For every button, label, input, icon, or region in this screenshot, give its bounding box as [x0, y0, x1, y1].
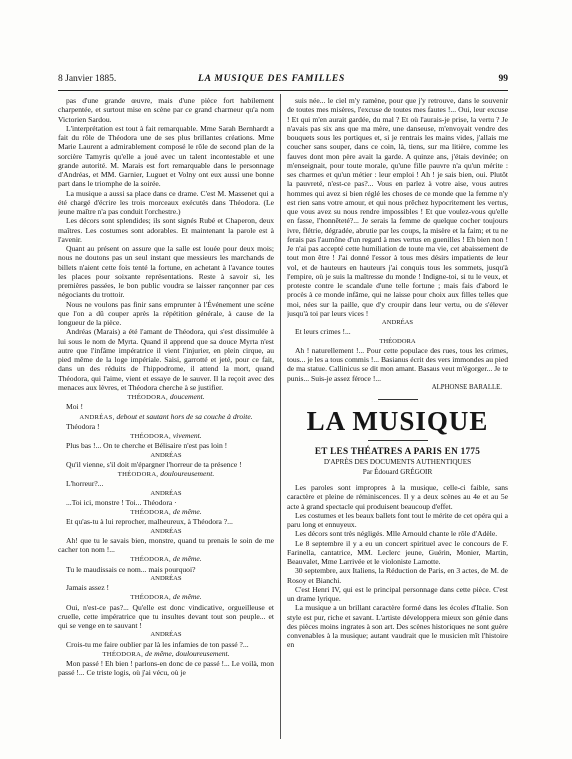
dialogue-line: Crois-tu me faire oublier par là les infamies de ton passé ?... — [66, 639, 249, 649]
speaker-label: ANDRÉAS — [150, 631, 182, 639]
paragraph: Les décors sont très négligés. Mlle Arnould chante le rôle d'Adèle. — [295, 529, 498, 539]
header-date: 8 Janvier 1885. — [58, 74, 117, 84]
paragraph: Quant au présent on assure que la salle est louée pour deux mois; nous ne doutons pas un seul instant que messieurs les marchands de billets n'aient cette fois tenté la fortune, en achetant à l'avance toutes les places pour soixante représentations. Reste à savoir si, les premières passées, le bon public voudra se laisser rançonner par ces négociants du trottoir. — [58, 244, 274, 300]
paragraph: Le 8 septembre il y a eu un concert spirituel avec le concours de F. Farinella, cantatrice, MM. Leclerc jeune, Guérin, Monier, Martin, Beauvalet, Mme Larrivée et le violoniste Lamotte. — [287, 538, 508, 566]
stage-cue — [58, 392, 274, 402]
stage-cue — [58, 649, 274, 659]
stage-direction: debout et sautant hors de sa couche à droite. — [116, 411, 253, 421]
stage-cue — [58, 431, 274, 441]
stage-cue — [58, 507, 274, 517]
paragraph: 30 septembre, aux Italiens, la Réduction de Paris, en 3 actes, de M. de Rosoy et Bianchi. — [287, 566, 508, 585]
article-body — [287, 483, 508, 650]
stage-cue — [58, 412, 274, 422]
article-heading — [287, 406, 508, 477]
stage-direction: douloureusement. — [160, 469, 215, 478]
paragraph: Andréas (Marais) a été l'amant de Théodora, qui s'est dissimulée à lui sous le nom de Myrta. Quand il apprend que sa douce Myrta n'est autre que l'infâme impératrice il vient l'injurier, en plein cirque, au pied même de la loge impériale. Saisi, garrotté et jeté, pour ce fait, dans un des réduits de l'hippodrome, il attend la mort, quand Théodora, qui l'aime, vient et essaye de le sauver. Il la reçoit avec des menaces aux lèvres, et Théodora cherche à se justifier. — [58, 327, 274, 392]
stage-direction: doucement. — [169, 392, 205, 401]
dialogue-line: Mon passé ! Eh bien ! parlons-en donc de ce passé !... Le voilà, mon passé !... Ce triste logis, où j'ai vécu, où je — [58, 659, 274, 678]
dialogue-line: Et leurs crimes !... — [295, 327, 351, 337]
column-divider — [280, 94, 281, 739]
dialogue-line: Moi ! — [66, 402, 84, 412]
paragraph: C'est Henri IV, qui est le principal personnage dans cette pièce. C'est un drame lyrique. — [287, 584, 508, 603]
speaker-label: ANDRÉAS — [150, 574, 182, 582]
speaker-name: THÉODORA, — [102, 650, 144, 658]
paragraph: Les costumes et les beaux ballets font tout le mérite de cet opéra qui a paru long et ennuyeux. — [287, 510, 508, 529]
speaker-label: ANDRÉAS — [150, 489, 182, 497]
speaker-label: ANDRÉAS — [150, 527, 182, 535]
dialogue-line: Et qu'as-tu à lui reprocher, malheureux, à Théodora ?... — [66, 517, 233, 527]
theodora-scene-continuation — [287, 96, 508, 383]
paragraph: Les paroles sont impropres à la musique, celle-ci faible, sans caractère et pleine de réminiscences. Il y a deux scènes au 4e et au 5e acte à grand spectacle qui produisent beaucoup d'effet. — [287, 483, 508, 511]
page-header — [58, 74, 508, 88]
right-column — [287, 96, 508, 741]
speaker-name: ANDRÉAS, — [79, 413, 115, 421]
dialogue-line: ...Toi ici, monstre ! Toi... Théodora · — [66, 497, 177, 507]
speaker-name: THÉODORA, — [130, 509, 172, 516]
stage-cue — [58, 592, 274, 602]
stage-cue — [58, 469, 274, 479]
dialogue-line: Plus bas !... On te cherche et Bélisaire n'est pas loin ! — [66, 441, 228, 451]
paragraph: L'interprétation est tout à fait remarquable. Mme Sarah Bernhardt a fait du rôle de Théodora une de ses plus brillantes créations. Mme Marie Laurent a admirablement composé le rôle de second plan de la sorcière Tamyris qu'elle a joué avec un talent incontestable et une grande autorité. M. Marais est fort remarquable dans le personnage d'Andréas, et MM. Garnier, Luguet et Volny ont eux aussi une bonne part dans le triomphe de la soirée. — [58, 123, 274, 189]
speaker-name: THÉODORA, — [130, 556, 172, 564]
stage-direction: de même. — [172, 554, 202, 564]
article-source-line: D'APRÈS DES DOCUMENTS AUTHENTIQUES — [323, 458, 472, 466]
section-separator — [378, 399, 418, 400]
dialogue-line: Ah ! naturellement !... Pour cette populace des rues, tous les crimes, tous... je les a tous commis !... Basianus écrit des vers immondes au pied de ma statue. Callinicus se dit mon amant. Basaus veut m'égorger... Je te punis... Suis-je assez féroce !... — [287, 345, 508, 383]
stage-direction: de même. — [172, 507, 202, 516]
speaker-label: ANDRÉAS — [381, 319, 414, 326]
dialogue-line: L'horreur?... — [66, 479, 104, 489]
speaker-label: THÉODORA — [379, 337, 416, 345]
paragraph: pas d'une grande œuvre, mais d'une pièce fort habilement charpentée, et surtout mise en scène par ce grand charmeur qu'a nom Victorien Sardou. — [58, 96, 274, 124]
paragraph: La musique a aussi sa place dans ce drame. C'est M. Massenet qui a été chargé d'écrire les trois morceaux exécutés dans Théodora. (Le jeune maître n'a pas conduit l'orchestre.) — [58, 188, 274, 216]
dialogue-line: Théodora ! — [66, 421, 100, 431]
author-signature: ALPHONSE BARALLE. — [431, 383, 502, 391]
article-subtitle: ET LES THÉATRES A PARIS EN 1775 — [314, 446, 481, 456]
stage-cue — [58, 554, 274, 564]
article-title: LA MUSIQUE — [306, 406, 489, 436]
journal-title: LA MUSIQUE DES FAMILLES — [198, 74, 346, 84]
dialogue-line: Jamais assez ! — [66, 583, 110, 592]
dialogue-line: suis née... le ciel m'y ramène, pour que j'y retrouve, dans le souvenir de toutes mes misères, l'excuse de toutes mes fautes !... Oui, leur excuse ! Et qui m'en aurait gardée, du mal ? Et où l'aurais-je prise, la vertu ? Je n'avais pas six ans que ma mère, une danseuse, m'envoyait vendre des bouquets sous les portiques et, si je rentrais les mains vides, j'allais me coucher sans souper, dans ce coin, là, tiens, sur ma litière, comme les fauves dont mon père avait la garde. A quinze ans, j'étais devinée; on m'enseignait, pour toute morale, qu'une fille pauvre n'a qu'un mérite : ses charmes et qu'un métier : leur emploi ! Ah ! je sais bien, oui. Plutôt la pauvreté, n'est-ce pas?... Vous en parlez à votre aise, vous autres hommes qui avez si bien réglé les choses de ce monde que la femme n'y est rien sans votre amour, et qui nous prêchez hypocritement les vertus, que vous avez su nous rendre impossibles ! Et que voulez-vous qu'elle en fasse, l'honnêteté?... Je serais la femme de quelque cocher toujours ivre, flétrie, dégradée, abrutie par les coups, la misère et la faim; et tu ne ferais pas l'aumône d'un regard à mes vertus en guenilles ! Eh bien non ! Je n'ai pas accepté cette humiliation de toute ma vie, cet abaissement de tout mon être ! J'ai donné l'essor à tous mes désirs impatients de leur vol, et de hauteurs en hauteurs j'ai conquis tous les sommets, jusqu'à l'empire, où je suis la maîtresse du monde ! Indigne-toi, si tu le veux, et proteste contre le scandale d'une telle fortune ; mais fais d'abord le procès à ce monde infâme, qui ne laisse pour choix aux filles telles que moi, nées sur la paille, que d'y croupir dans leur vertu, ou de s'élever jusqu'à toi par leurs vices ! — [287, 96, 508, 318]
paragraph: Nous ne voulons pas finir sans emprunter à l'Événement une scène que l'on a dû couper après la répétition générale, à cause de la longueur de la pièce. — [58, 299, 274, 327]
left-column — [58, 96, 274, 741]
paragraph: Les décors sont splendides; ils sont signés Rubé et Chaperon, deux maîtres. Les costumes sont adorables. Et maintenant la parole est à l'avenir. — [58, 216, 274, 244]
dialogue-line: Oui, n'est-ce pas?... Qu'elle est donc vindicative, orgueilleuse et cruelle, cette impératrice que tu insultes devant tout son peuple... et qui se venge en te sauvant ! — [58, 602, 274, 630]
speaker-label: ANDRÉAS — [150, 451, 182, 459]
stage-direction: de même. — [172, 592, 202, 602]
speaker-name: THÉODORA, — [130, 594, 172, 602]
stage-direction: de même, douloureusement. — [145, 648, 230, 658]
speaker-name: THÉODORA, — [130, 433, 171, 440]
paragraph: La musique a un brillant caractère formé dans les écoles d'Italie. Son style est pur, riche et savant. L'artiste développera mieux son génie dans des pièces moins ingrates à son art. Des scènes historiques ne sont guère convenables à la musique; autant vaudrait que le musicien mît l'histoire en — [287, 603, 508, 650]
page-number: 99 — [498, 74, 508, 84]
header-rule — [58, 90, 508, 91]
article-author: Par Édouard GRÉGOIR — [362, 468, 433, 476]
dialogue-line: Tu le maudissais ce nom... mais pourquoi? — [66, 564, 196, 574]
title-rule — [368, 440, 428, 441]
dialogue-line: Ah! que tu le savais bien, monstre, quand tu prenais le soin de me cacher ton nom !... — [58, 535, 274, 554]
speaker-name: THÉODORA, — [117, 471, 159, 478]
stage-direction: vivement. — [172, 431, 202, 440]
dialogue-line: Qu'il vienne, s'il doit m'épargner l'horreur de ta présence ! — [66, 459, 242, 469]
speaker-name: THÉODORA, — [127, 394, 168, 401]
